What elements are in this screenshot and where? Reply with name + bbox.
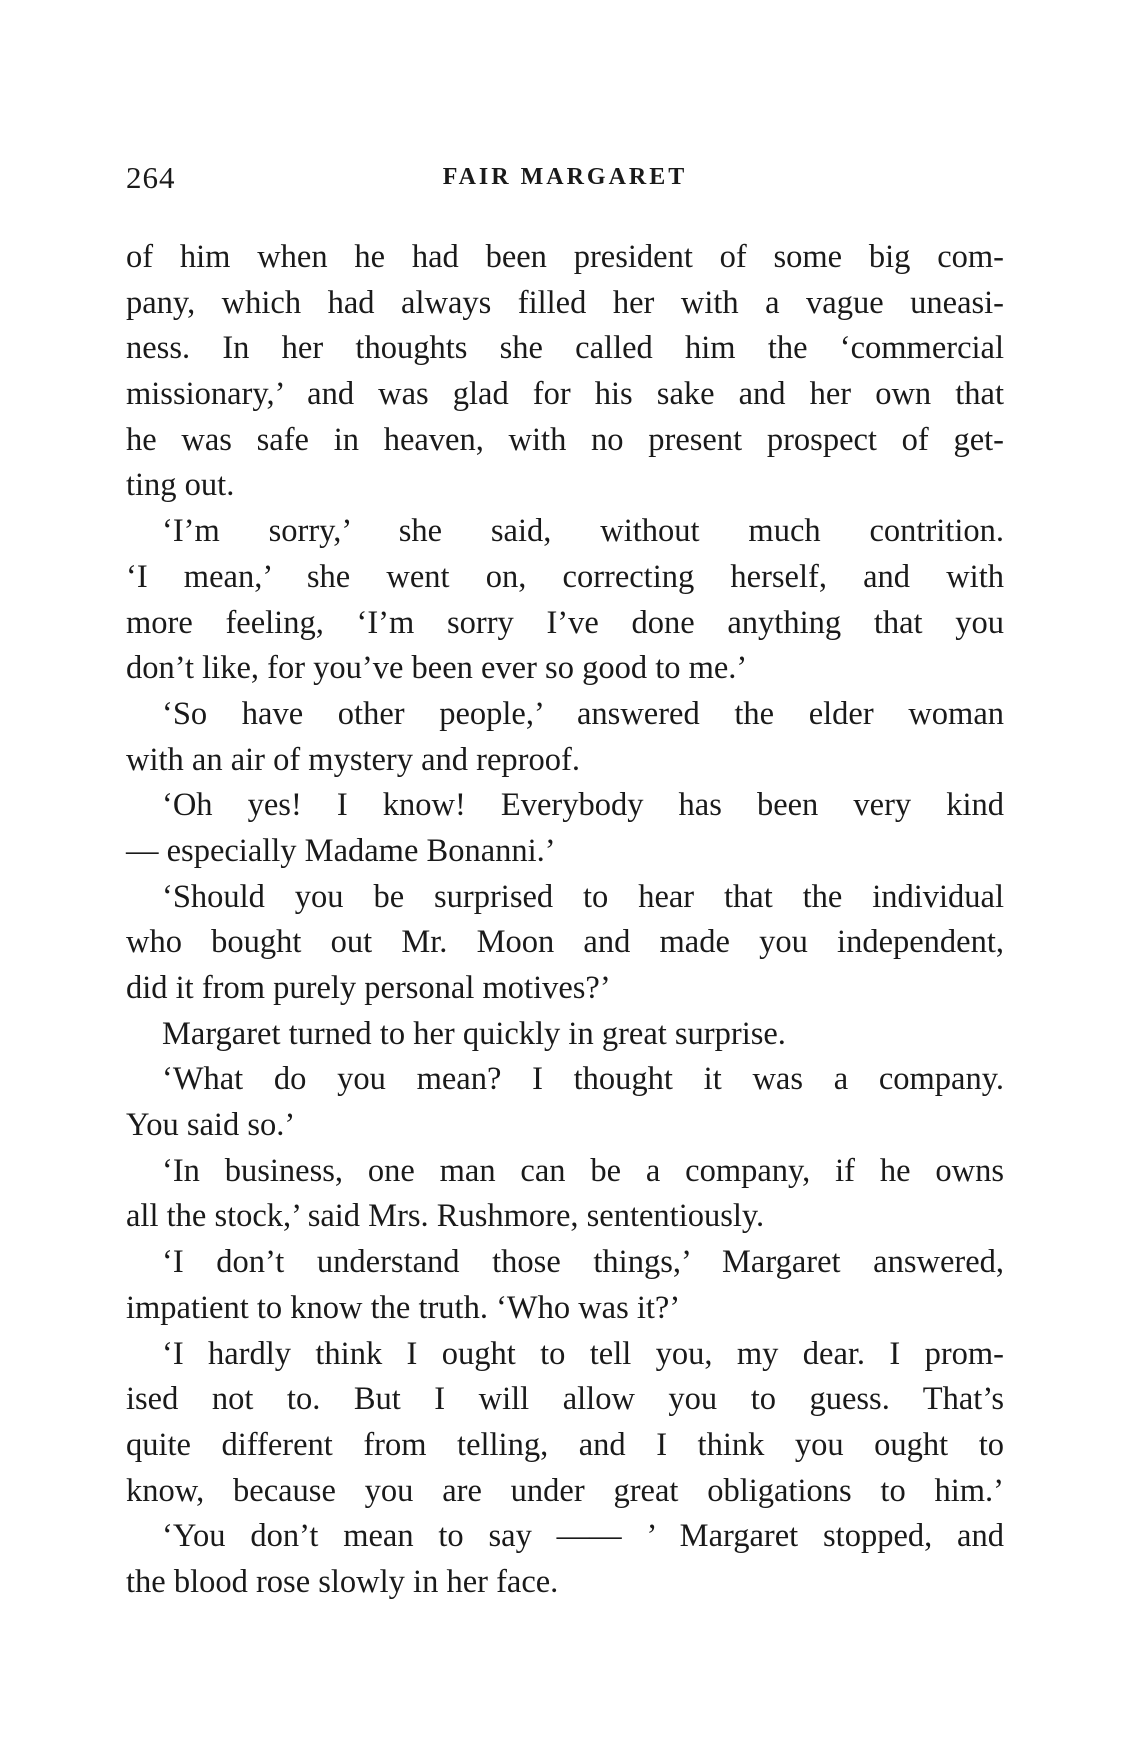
text-line: more feeling, ‘I’m sorry I’ve done anything that you	[126, 604, 1004, 641]
text-line: You said so.’	[126, 1107, 296, 1144]
text-line: ‘I mean,’ she went on, correcting herself, and with	[126, 558, 1004, 595]
text-line: missionary,’ and was glad for his sake and her own that	[126, 376, 1004, 413]
running-title: FAIR MARGARET	[442, 164, 688, 190]
text-line: who bought out Mr. Moon and made you independent,	[126, 924, 1004, 961]
text-line: ‘You don’t mean to say —— ’ Margaret stopped, and	[162, 1518, 1004, 1555]
text-line: ‘Oh yes! I know! Everybody has been very kind	[162, 787, 1004, 824]
text-line: ting out.	[126, 467, 235, 504]
text-line: ‘I hardly think I ought to tell you, my dear. I prom-	[162, 1335, 1004, 1372]
text-line: with an air of mystery and reproof.	[126, 741, 580, 778]
text-line: all the stock,’ said Mrs. Rushmore, sententiously.	[126, 1198, 765, 1235]
text-line: did it from purely personal motives?’	[126, 970, 611, 1006]
text-line: the blood rose slowly in her face.	[126, 1563, 559, 1600]
text-line: Margaret turned to her quickly in great surprise.	[162, 1015, 786, 1052]
text-line: ‘In business, one man can be a company, if he owns	[162, 1152, 1004, 1189]
text-line: ‘So have other people,’ answered the elder woman	[162, 695, 1004, 732]
text-line: ised not to. But I will allow you to guess. That’s	[126, 1381, 1004, 1418]
text-line: of him when he had been president of some big com-	[126, 239, 1004, 275]
text-line: ness. In her thoughts she called him the ‘commercial	[126, 330, 1004, 367]
text-line: don’t like, for you’ve been ever so good to me.’	[126, 650, 748, 687]
text-line: quite different from telling, and I think you ought to	[126, 1426, 1004, 1463]
running-head	[126, 160, 1004, 200]
text-line: know, because you are under great obligations to him.’	[126, 1472, 1004, 1509]
text-line: he was safe in heaven, with no present prospect of get-	[126, 421, 1004, 458]
text-line: ‘I don’t understand those things,’ Margaret answered,	[162, 1244, 1004, 1281]
text-line: ‘Should you be surprised to hear that the individual	[162, 878, 1004, 915]
text-line: ‘I’m sorry,’ she said, without much contrition.	[162, 513, 1004, 550]
text-line: ‘What do you mean? I thought it was a company.	[162, 1061, 1004, 1098]
page-number: 264	[126, 160, 176, 195]
text-line: impatient to know the truth. ‘Who was it?’	[126, 1289, 681, 1326]
text-line: pany, which had always filled her with a vague uneasi-	[126, 284, 1004, 321]
text-line: — especially Madame Bonanni.’	[126, 832, 556, 869]
body-text	[126, 235, 1004, 1606]
